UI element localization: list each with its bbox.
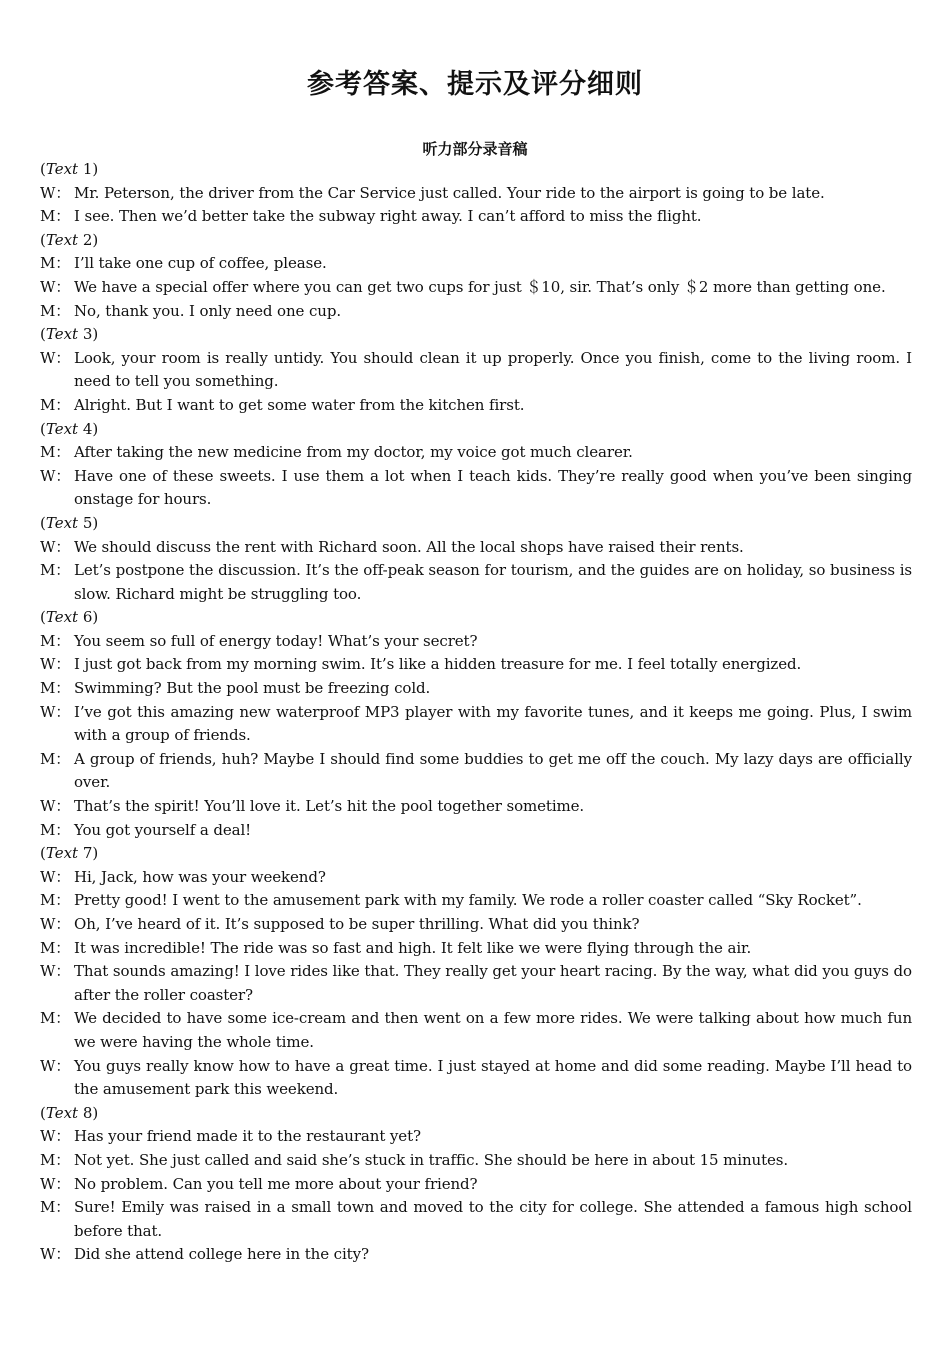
dialogue-line [40,559,912,606]
dialogue-line [40,819,912,843]
text-number: 7 [82,844,93,863]
speaker-label: M： [40,938,71,957]
dialogue-line [40,182,912,206]
dialogue-line [40,1173,912,1197]
speaker-label: W： [40,702,71,721]
dialogue-line [40,913,912,937]
text-label: (Text 2) [40,230,99,249]
dialogue-line [40,1196,912,1243]
text-label: (Text 1) [40,160,99,178]
text-number: 2 [82,230,93,249]
dialogue-line [40,889,912,913]
dialogue-text: I’ve got this amazing new waterproof MP3 player with my favorite tunes, and it keeps me going. Plus, I swim with a group of friends. [74,702,912,745]
dialogue-line [40,1243,912,1267]
dialogue-text: Pretty good! I went to the amusement park with my family. We rode a roller coaster called “Sky Rocket”. [74,891,862,910]
text-number: 3 [82,325,93,344]
speaker-label: W： [40,915,71,933]
speaker-label: W： [40,797,71,816]
dialogue-text: Alright. But I want to get some water from the kitchen first. [74,395,525,414]
dialogue-text: Mr. Peterson, the driver from the Car Service just called. Your ride to the airport is going to be late. [74,183,825,202]
dialogue-line [40,394,912,418]
speaker-label: W： [40,183,71,202]
speaker-label: M： [40,891,71,910]
speaker-label: M： [40,443,71,462]
dialogue-line [40,937,912,961]
speaker-label: W： [40,1245,71,1264]
text-label: (Text 3) [40,325,99,344]
dialogue-text: I just got back from my morning swim. It’s like a hidden treasure for me. I feel totally energized. [74,655,802,674]
speaker-label: M： [40,207,71,226]
text-label-word: Text [45,230,79,249]
section-heading: 听力部分录音稿 [422,140,528,158]
dialogue-text: Has your friend made it to the restaurant yet? [74,1127,421,1146]
dialogue-line [40,677,912,701]
dialogue-line [40,205,912,229]
dialogue-line [40,1149,912,1173]
dialogue-text: No, thank you. I only need one cup. [74,301,342,320]
dialogue-text: Oh, I’ve heard of it. It’s supposed to be super thrilling. What did you think? [74,915,640,933]
text-label-word: Text [45,160,79,178]
dialogue-text: A group of friends, huh? Maybe I should find some buddies to get me off the couch. My lazy days are officially over. [74,749,912,792]
speaker-label: W： [40,1056,71,1075]
text-label: (Text 4) [40,419,99,438]
text-label-word: Text [45,1103,79,1122]
text-label: (Text 5) [40,513,99,532]
dialogue-text: It was incredible! The ride was so fast and high. It felt like we were flying through the air. [74,938,752,957]
speaker-label: M： [40,561,71,580]
dialogue-text: Did she attend college here in the city? [74,1245,369,1264]
text-label: (Text 6) [40,608,99,627]
dialogue-text: I see. Then we’d better take the subway right away. I can’t afford to miss the flight. [74,207,702,226]
dialogue-text: You guys really know how to have a great time. I just stayed at home and did some reading. Maybe I’ll head to the amusement park this weekend. [74,1056,912,1099]
dialogue-line [40,1007,912,1054]
speaker-label: M： [40,679,71,698]
dialogue-line [40,347,912,394]
speaker-label: M： [40,395,71,414]
speaker-label: W： [40,1127,71,1146]
text-number: 5 [82,513,93,532]
speaker-label: M： [40,749,71,768]
dialogue-text: Let’s postpone the discussion. It’s the off-peak season for tourism, and the guides are on holiday, so business is slow. Richard might be struggling too. [74,561,912,603]
dialogue-text: After taking the new medicine from my doctor, my voice got much clearer. [74,443,633,462]
dialogue-text: You seem so full of energy today! What’s your secret? [74,631,478,650]
transcript-body [40,158,912,1280]
dialogue-text: Have one of these sweets. I use them a lot when I teach kids. They’re really good when you’ve been singing onstage for hours. [74,466,912,509]
dialogue-text: That sounds amazing! I love rides like that. They really get your heart racing. By the way, what did you guys do after the roller coaster? [74,962,912,1004]
dialogue-line [40,795,912,819]
speaker-label: W： [40,537,71,556]
dialogue-text: We have a special offer where you can get two cups for just ＄10, sir. That’s only ＄2 more than getting one. [74,277,886,296]
speaker-label: M： [40,1198,71,1217]
dialogue-line [40,960,912,1007]
dialogue-text: You got yourself a deal! [74,820,252,839]
dialogue-line [40,465,912,512]
text-label-word: Text [45,513,79,532]
dialogue-line [40,441,912,465]
dialogue-text: That’s the spirit! You’ll love it. Let’s hit the pool together sometime. [74,797,585,816]
dialogue-line [40,1125,912,1149]
dialogue-line [40,536,912,560]
dialogue-text: Swimming? But the pool must be freezing cold. [74,679,431,698]
text-number: 8 [82,1103,93,1122]
dialogue-text: No problem. Can you tell me more about your friend? [74,1174,478,1193]
dialogue-text: I’ll take one cup of coffee, please. [74,254,327,273]
speaker-label: W： [40,1174,71,1193]
dialogue-line [40,276,912,300]
dialogue-text: Hi, Jack, how was your weekend? [74,867,326,886]
text-number: 4 [82,419,93,438]
speaker-label: M： [40,820,71,839]
text-label: (Text 8) [40,1103,99,1122]
dialogue-text: We should discuss the rent with Richard soon. All the local shops have raised their rents. [74,537,744,556]
dialogue-line [40,252,912,276]
speaker-label: M： [40,1150,71,1169]
dialogue-line [40,653,912,677]
text-number: 1 [82,160,93,178]
speaker-label: M： [40,301,71,320]
speaker-label: M： [40,631,71,650]
text-label-word: Text [45,844,79,863]
dialogue-line [40,630,912,654]
dialogue-text: Not yet. She just called and said she’s stuck in traffic. She should be here in about 15 minutes. [74,1150,789,1169]
speaker-label: M： [40,1009,71,1028]
dialogue-text: Sure! Emily was raised in a small town and moved to the city for college. She attended a famous high school before that. [74,1198,912,1240]
dialogue-line [40,701,912,748]
dialogue-line [40,866,912,890]
text-label-word: Text [45,325,79,344]
dialogue-line [40,1055,912,1102]
speaker-label: W： [40,962,71,981]
text-number: 6 [82,608,93,627]
speaker-label: M： [40,254,71,273]
text-label-word: Text [45,419,79,438]
page-title: 参考答案、提示及评分细则 [307,69,643,100]
dialogue-line [40,748,912,795]
speaker-label: W： [40,867,71,886]
text-label-word: Text [45,608,79,627]
speaker-label: W： [40,466,71,485]
speaker-label: W： [40,655,71,674]
speaker-label: W： [40,277,71,296]
dialogue-text: Look, your room is really untidy. You should clean it up properly. Once you finish, come to the living room. I need to tell you something. [74,348,912,391]
speaker-label: W： [40,348,71,367]
text-label: (Text 7) [40,844,99,863]
dialogue-line [40,300,912,324]
dialogue-text: We decided to have some ice-cream and then went on a few more rides. We were talking about how much fun we were having the whole time. [74,1009,912,1051]
